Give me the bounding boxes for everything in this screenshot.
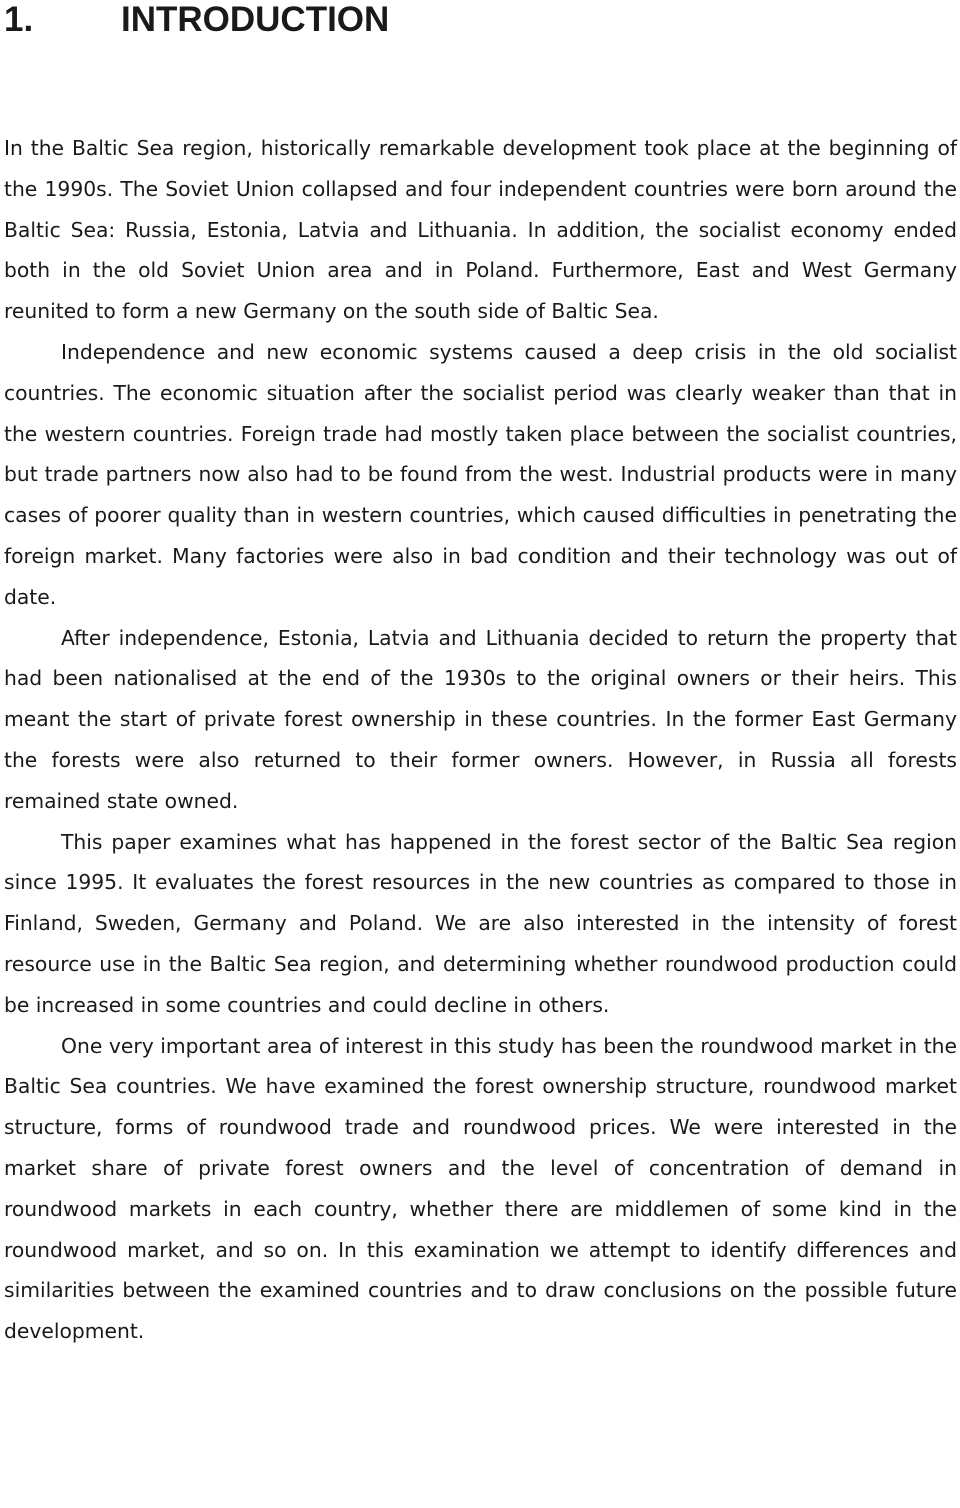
paragraph: In the Baltic Sea region, historically remarkable development took place at the beginning of the 1990s. The Soviet Union collapsed and four independent countries were born around the Baltic Sea: Russia, Estonia, Latvia and Lithuania. In addition, the socialist economy ended both in the old Soviet Union area and in Poland. Furthermore, East and West Germany reunited to form a new Germany on the south side of Baltic Sea. [4, 136, 957, 324]
body-text [4, 128, 957, 1352]
paragraph: This paper examines what has happened in the forest sector of the Baltic Sea region since 1995. It evaluates the forest resources in the new countries as compared to those in Finland, Sweden, Germany and Poland. We are also interested in the intensity of forest resource use in the Baltic Sea region, and determining whether roundwood production could be increased in some countries and could decline in others. [4, 829, 957, 1017]
paragraph: After independence, Estonia, Latvia and Lithuania decided to return the property that had been nationalised at the end of the 1930s to the original owners or their heirs. This meant the start of private forest ownership in these countries. In the former East Germany the forests were also returned to their former owners. However, in Russia all forests remained state owned. [4, 625, 957, 813]
paragraph: One very important area of interest in this study has been the roundwood market in the Baltic Sea countries. We have examined the forest ownership structure, roundwood market structure, forms of roundwood trade and roundwood prices. We were interested in the market share of private forest owners and the level of concentration of demand in roundwood markets in each country, whether there are middlemen of some kind in the roundwood market, and so on. In this examination we attempt to identify differences and similarities between the examined countries and to draw conclusions on the possible future development. [4, 1033, 957, 1344]
section-number: 1. [4, 0, 34, 39]
section-heading [4, 0, 389, 40]
section-title: INTRODUCTION [121, 0, 390, 39]
paragraph: Independence and new economic systems caused a deep crisis in the old socialist countries. The economic situation after the socialist period was clearly weaker than that in the western countries. Foreign trade had mostly taken place between the socialist countries, but trade partners now also had to be found from the west. Industrial products were in many cases of poorer quality than in western countries, which caused difficulties in penetrating the foreign market. Many factories were also in bad condition and their technology was out of date. [4, 339, 957, 609]
